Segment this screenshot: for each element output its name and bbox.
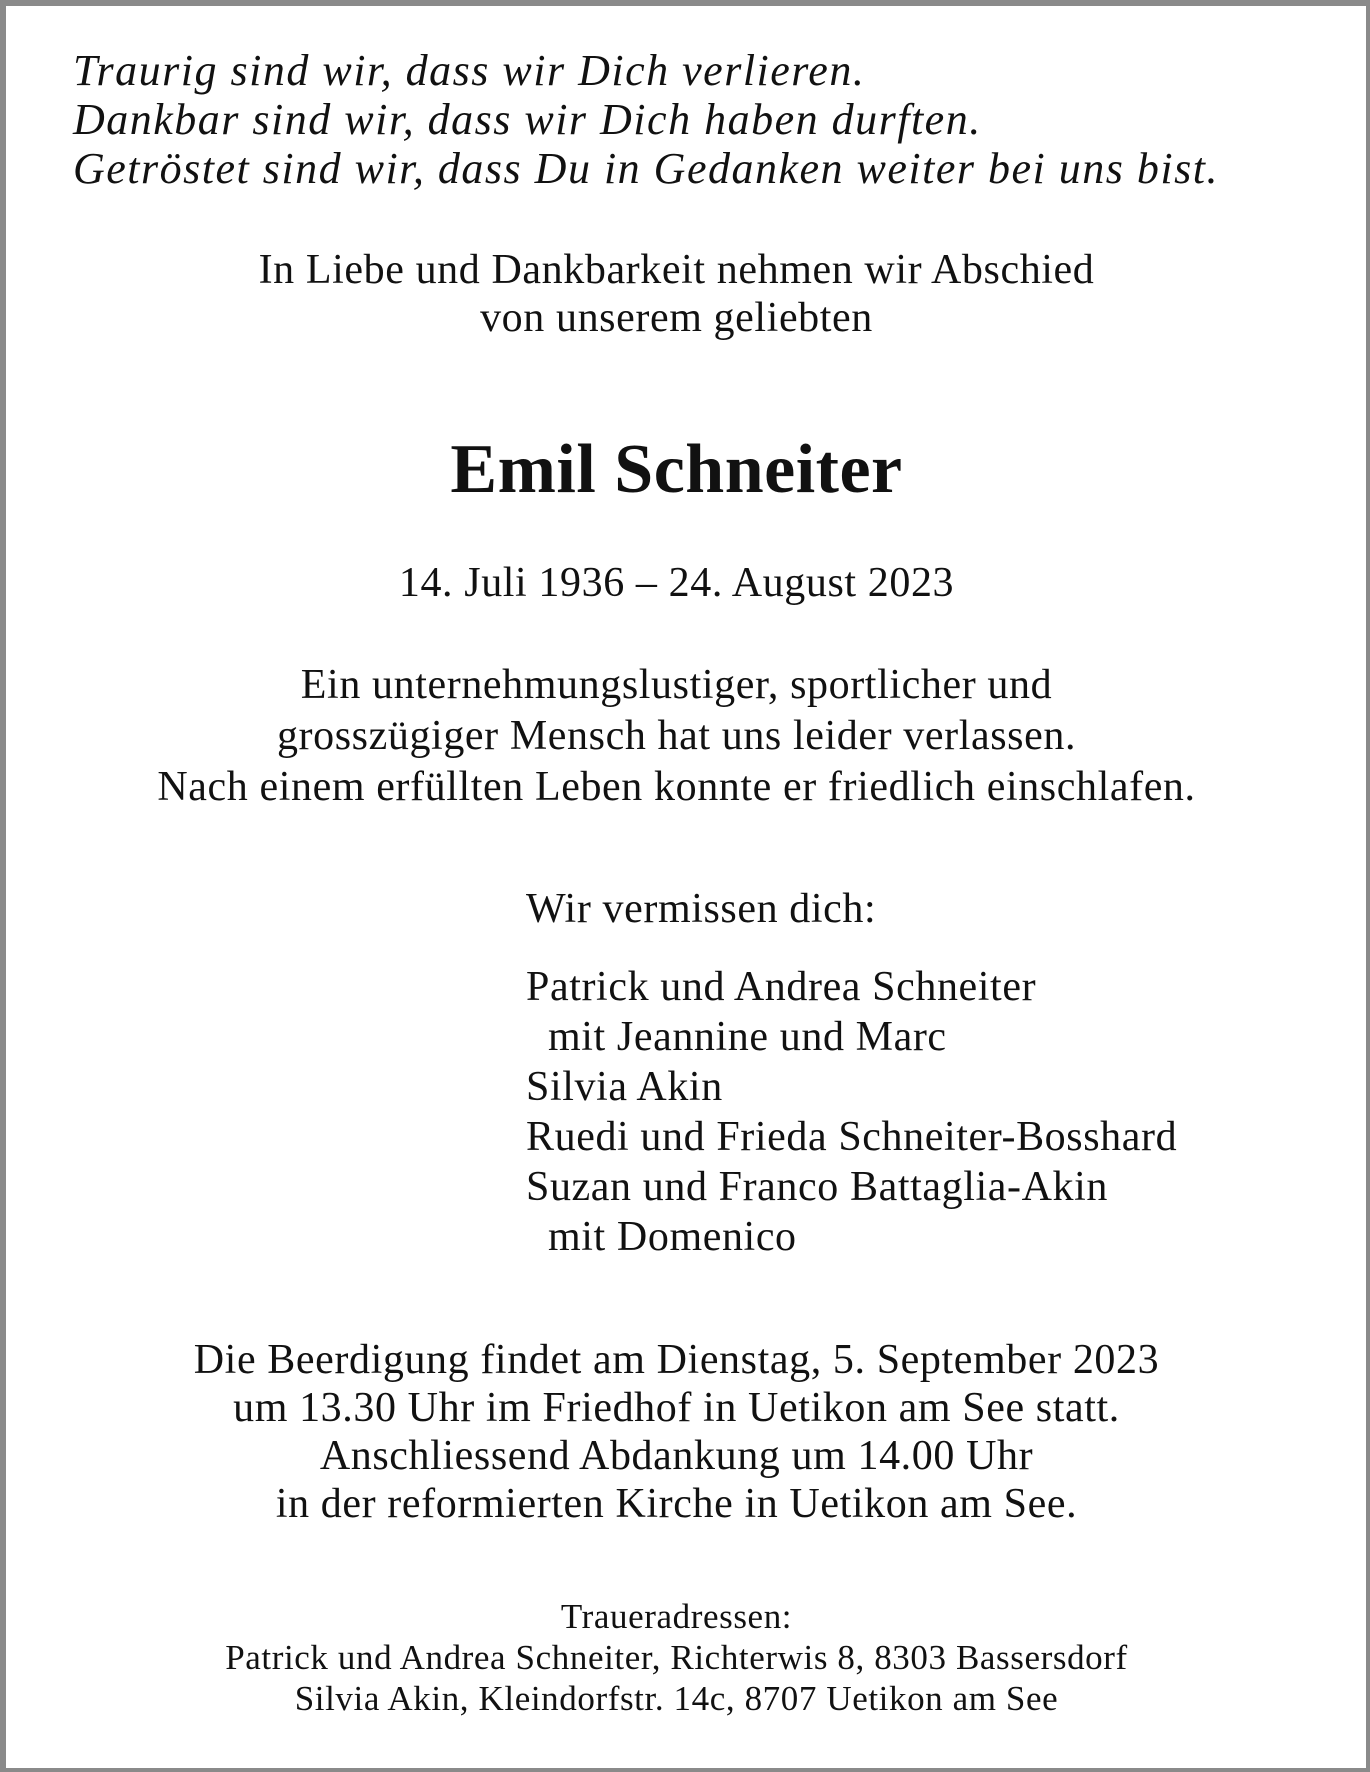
family-member: mit Domenico xyxy=(548,1214,797,1260)
funeral-info xyxy=(0,1336,1353,1528)
funeral-line: in der reformierten Kirche in Uetikon am See. xyxy=(275,1481,1078,1527)
life-dates: 14. Juli 1936 – 24. August 2023 xyxy=(398,560,955,606)
family-member: mit Jeannine und Marc xyxy=(548,1014,947,1060)
family-member: Ruedi und Frieda Schneiter-Bosshard xyxy=(526,1114,1178,1160)
poem-line: Dankbar sind wir, dass wir Dich haben durften. xyxy=(73,95,982,144)
mourning-addresses xyxy=(0,1596,1353,1719)
description-line: Ein unternehmungslustiger, sportlicher und xyxy=(300,662,1053,708)
deceased-name: Emil Schneiter xyxy=(450,431,903,508)
address-line: Silvia Akin, Kleindorfstr. 14c, 8707 Uetikon am See xyxy=(294,1679,1059,1718)
description-line: Nach einem erfüllten Leben konnte er friedlich einschlafen. xyxy=(157,764,1196,810)
family-member: Silvia Akin xyxy=(526,1064,723,1110)
family-heading: Wir vermissen dich: xyxy=(526,886,877,932)
funeral-line: Die Beerdigung findet am Dienstag, 5. September 2023 xyxy=(193,1337,1160,1383)
family-member: Suzan und Franco Battaglia-Akin xyxy=(526,1164,1108,1210)
funeral-line: um 13.30 Uhr im Friedhof in Uetikon am See statt. xyxy=(233,1385,1120,1431)
intro-line: von unserem geliebten xyxy=(480,295,873,341)
family-list xyxy=(526,885,1177,1262)
poem-line: Getröstet sind wir, dass Du in Gedanken weiter bei uns bist. xyxy=(73,144,1219,193)
description xyxy=(0,660,1353,813)
family-member: Patrick und Andrea Schneiter xyxy=(526,964,1037,1010)
intro-line: In Liebe und Dankbarkeit nehmen wir Abschied xyxy=(258,247,1095,293)
funeral-line: Anschliessend Abdankung um 14.00 Uhr xyxy=(319,1433,1034,1479)
poem xyxy=(73,46,1219,193)
poem-line: Traurig sind wir, dass wir Dich verlieren. xyxy=(73,46,866,95)
intro-text xyxy=(0,246,1353,342)
addresses-heading: Traueradressen: xyxy=(560,1597,793,1636)
description-line: grosszügiger Mensch hat uns leider verlassen. xyxy=(276,713,1077,759)
address-line: Patrick und Andrea Schneiter, Richterwis 8, 8303 Bassersdorf xyxy=(225,1638,1128,1677)
